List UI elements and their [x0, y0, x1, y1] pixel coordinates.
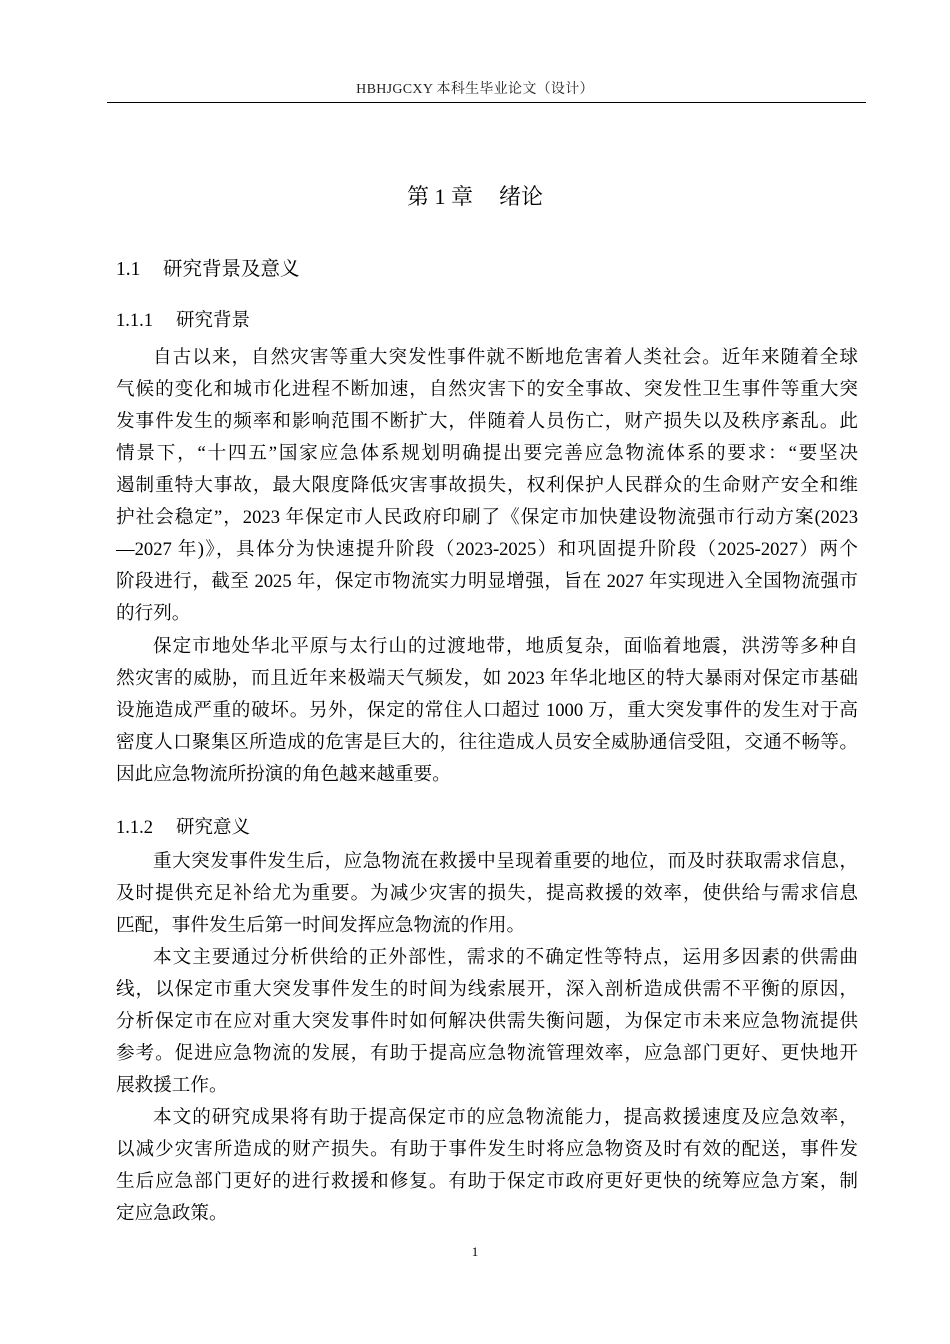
running-header: HBHJGCXY 本科生毕业论文（设计）: [356, 82, 594, 97]
paragraph-line: —2027 年)》，具体分为快速提升阶段（2023-2025）和巩固提升阶段（2025-2027）两个: [116, 539, 858, 560]
page-number: 1: [471, 1244, 479, 1259]
paragraph: [116, 1102, 858, 1230]
paragraph-line: 情景下，“十四五”国家应急体系规划明确提出要完善应急物流体系的要求：“要坚决: [116, 443, 858, 464]
paragraph-line: 展救援工作。: [116, 1075, 228, 1096]
chapter-name: 绪论: [499, 184, 544, 209]
paragraph-line: 本文主要通过分析供给的正外部性，需求的不确定性等特点，运用多因素的供需曲: [153, 947, 858, 968]
section-title: 研究背景: [176, 311, 251, 331]
section-number: 1.1.2: [116, 818, 153, 838]
paragraph-line: 的行列。: [116, 603, 191, 624]
header-rule: [107, 102, 866, 103]
section-heading-1-1: [116, 253, 300, 281]
paragraph: [116, 631, 858, 791]
section-number: 1.1: [116, 259, 141, 280]
section-number: 1.1.1: [116, 311, 153, 331]
paragraph-line: 匹配，事件发生后第一时间发挥应急物流的作用。: [116, 915, 526, 936]
paragraph-line: 本文的研究成果将有助于提高保定市的应急物流能力，提高救援速度及应急效率，: [153, 1107, 858, 1128]
section-title: 研究背景及意义: [163, 259, 300, 280]
paragraph-line: 护社会稳定”，2023 年保定市人民政府印刷了《保定市加快建设物流强市行动方案(2023: [116, 507, 858, 528]
paragraph: [116, 846, 858, 942]
paragraph-line: 发事件发生的频率和影响范围不断扩大，伴随着人员伤亡，财产损失以及秩序紊乱。此: [116, 411, 858, 432]
paragraph-line: 自古以来，自然灾害等重大突发性事件就不断地危害着人类社会。近年来随着全球: [153, 347, 858, 368]
paragraph-line: 及时提供充足补给尤为重要。为减少灾害的损失，提高救援的效率，使供给与需求信息: [116, 883, 858, 904]
paragraph-line: 气候的变化和城市化进程不断加速，自然灾害下的安全事故、突发性卫生事件等重大突: [116, 379, 858, 400]
paragraph-line: 阶段进行，截至 2025 年，保定市物流实力明显增强，旨在 2027 年实现进入全国物流强市: [116, 571, 858, 592]
paragraph-line: 遏制重特大事故，最大限度降低灾害事故损失，权利保护人民群众的生命财产安全和维: [116, 475, 858, 496]
paragraph: [116, 942, 858, 1102]
paragraph-line: 重大突发事件发生后，应急物流在救援中呈现着重要的地位，而及时获取需求信息，: [153, 851, 858, 872]
paragraph-line: 定应急政策。: [116, 1203, 228, 1224]
chapter-number: 第 1 章: [406, 184, 473, 209]
chapter-title: [0, 180, 950, 211]
paragraph-line: 密度人口聚集区所造成的危害是巨大的，往往造成人员安全威胁通信受阻，交通不畅等。: [116, 732, 858, 753]
section-heading-1-1-2: [116, 813, 250, 839]
paragraph: [116, 342, 858, 630]
paragraph-line: 参考。促进应急物流的发展，有助于提高应急物流管理效率，应急部门更好、更快地开: [116, 1043, 858, 1064]
paragraph-line: 分析保定市在应对重大突发事件时如何解决供需失衡问题，为保定市未来应急物流提供: [116, 1011, 858, 1032]
paragraph-line: 保定市地处华北平原与太行山的过渡地带，地质复杂，面临着地震，洪涝等多种自: [153, 636, 858, 657]
paragraph-line: 因此应急物流所扮演的角色越来越重要。: [116, 764, 451, 785]
paragraph-line: 然灾害的威胁，而且近年来极端天气频发，如 2023 年华北地区的特大暴雨对保定市基础: [116, 668, 858, 689]
section-heading-1-1-1: [116, 306, 250, 332]
paragraph-line: 以减少灾害所造成的财产损失。有助于事件发生时将应急物资及时有效的配送，事件发: [116, 1139, 858, 1160]
paragraph-line: 生后应急部门更好的进行救援和修复。有助于保定市政府更好更快的统筹应急方案，制: [116, 1171, 858, 1192]
paragraph-line: 线，以保定市重大突发事件发生的时间为线索展开，深入剖析造成供需不平衡的原因，: [116, 979, 858, 1000]
section-title: 研究意义: [176, 818, 251, 838]
paragraph-line: 设施造成严重的破坏。另外，保定的常住人口超过 1000 万，重大突发事件的发生对于高: [116, 700, 858, 721]
